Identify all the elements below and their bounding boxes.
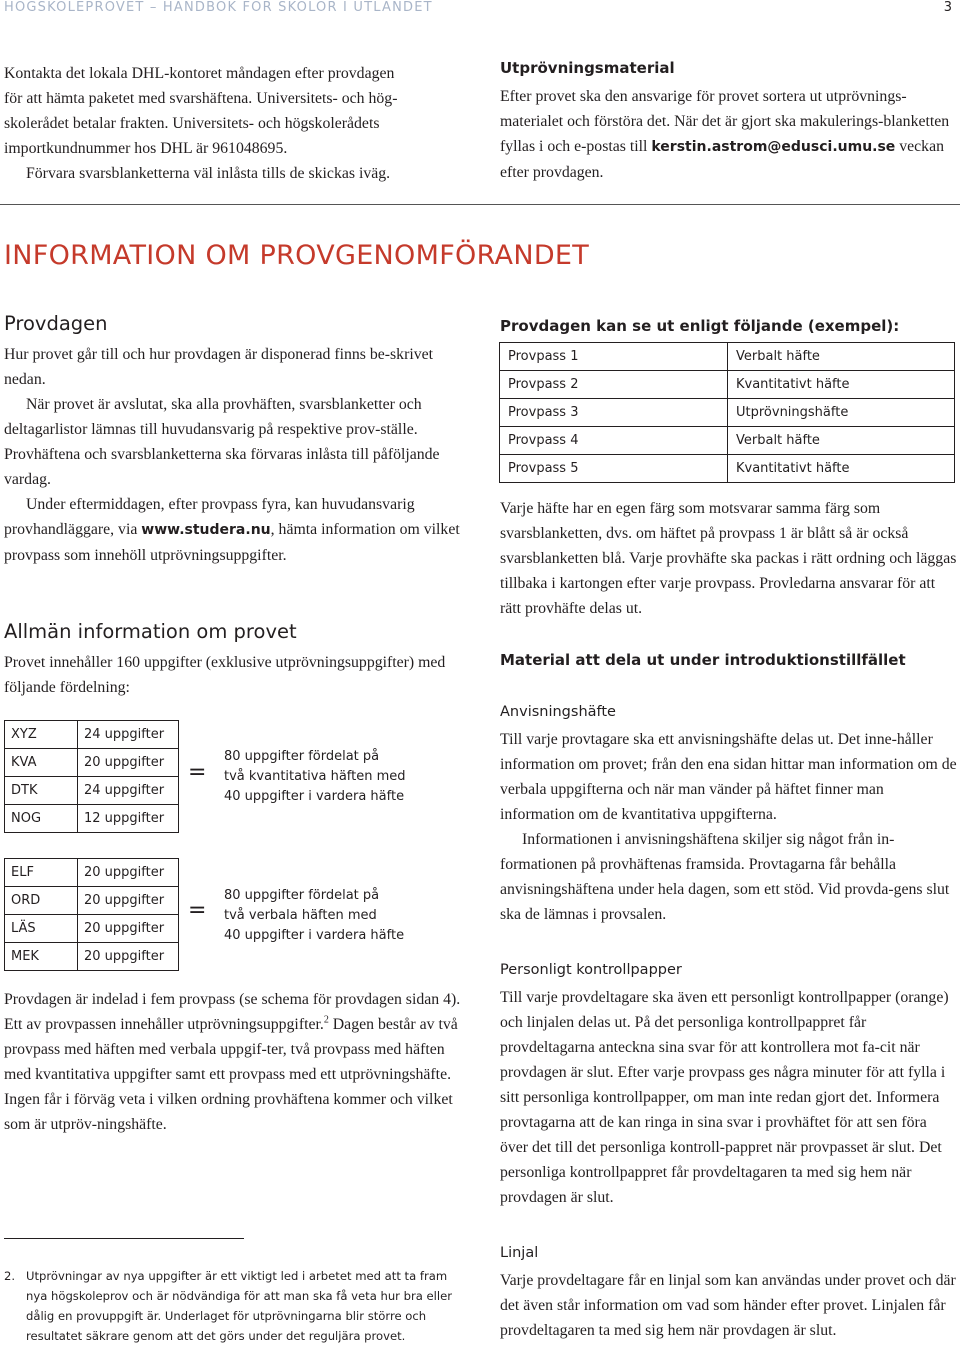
subtest-code: ORD — [5, 887, 78, 915]
contact-email[interactable]: kerstin.astrom@edusci.umu.se — [651, 139, 896, 155]
pass-name: Provpass 5 — [500, 455, 728, 483]
table-row — [5, 887, 179, 915]
distribution-note-verbal — [224, 886, 404, 946]
subtest-code: NOG — [5, 805, 78, 833]
note-line: två verbala häften med — [224, 908, 377, 923]
subtest-count: 12 uppgifter — [78, 805, 179, 833]
linjal-heading: Linjal — [500, 1245, 539, 1261]
utprovning-heading: Utprövningsmaterial — [500, 59, 675, 77]
studera-link[interactable]: www.studera.nu — [141, 522, 271, 538]
allman-intro: Provet innehåller 160 uppgifter (exklusive utprövningsuppgifter) med följande fördelning: — [4, 654, 446, 696]
provdagen-section — [4, 312, 466, 568]
subtest-count: 20 uppgifter — [78, 749, 179, 777]
subtest-code: DTK — [5, 777, 78, 805]
utprovning-tail: veckan efter provdagen. — [500, 138, 944, 181]
intro-line: för att hämta paketet med svarshäftena. Universitets- och hög- — [4, 90, 398, 107]
pass-type: Utprövningshäfte — [728, 399, 955, 427]
provdagen-heading: Provdagen — [4, 312, 108, 335]
allman-section — [4, 620, 466, 700]
equals-sign: = — [188, 898, 207, 923]
pass-name: Provpass 4 — [500, 427, 728, 455]
distribution-table-quantitative — [4, 720, 179, 833]
provpass-text-end: Dagen består av två provpass med häften med verbala uppgif-ter, två provpass med häften med kvantitativa uppgifter samt ett provpass med ett utprövningshäfte. Ingen får i förväg veta i vilken ordning provhäftena kommer och vilket som är utpröv-ningshäfte. — [4, 1016, 458, 1133]
provpass-text — [4, 987, 466, 1137]
note-line: 80 uppgifter fördelat på — [224, 888, 380, 903]
provdagen-paragraph-1: Hur provet går till och hur provdagen är disponerad finns be-skrivet nedan. — [4, 346, 434, 388]
pass-type: Kvantitativt häfte — [728, 371, 955, 399]
table-row — [5, 721, 179, 749]
table-row — [5, 915, 179, 943]
table-row — [500, 455, 955, 483]
table-row — [5, 859, 179, 887]
provpass-paragraph — [4, 987, 466, 1137]
page-number: 3 — [943, 0, 952, 15]
pass-name: Provpass 3 — [500, 399, 728, 427]
table-row — [500, 399, 955, 427]
intro-line: skolerådet betalar frakten. Universitets- och högskolerådets — [4, 115, 380, 132]
equals-sign: = — [188, 760, 207, 785]
utprovning-section — [500, 58, 958, 185]
subtest-count: 20 uppgifter — [78, 859, 179, 887]
kontroll-section — [500, 960, 958, 1210]
provdagen-p3-start: Under eftermiddagen, efter provpass fyra, kan huvudansvarig provhandläggare, via — [4, 496, 415, 538]
pass-name: Provpass 1 — [500, 343, 728, 371]
section-divider — [0, 204, 960, 205]
running-header: HÖGSKOLEPROVET – HANDBOK FÖR SKOLOR I UTLANDET — [4, 0, 433, 15]
kontroll-paragraph: Till varje provdeltagare ska även ett personligt kontrollpapper (orange) och linjalen delas ut. På det personliga kontrollpappret får provdeltagarna anteckna sina svar för att kontrollera mot fa-cit när provdagen är slut. Efter varje provpass ges några minuter för att fylla i sitt personliga kontrollpapper, om man inte redan gjort det. Informera provtagarna att de kan ringa in sina svar i provhäftet för att sen föra över det till det personliga kontroll-pappret när provpasset är slut. Det personliga kontrollpappret får provdeltagaren ta med sig hem när provdagen är slut. — [500, 989, 949, 1206]
utprovning-text — [500, 84, 958, 185]
material-section — [500, 650, 958, 670]
pass-type: Verbalt häfte — [728, 343, 955, 371]
anvisning-paragraph-1: Till varje provtagare ska ett anvisningshäfte delas ut. Det inne-håller information om provet; från den ena sidan hittar man information om de verbala uppgifterna och när man vänder på häftet finner man information om de kvantitativa uppgifterna. — [500, 731, 957, 823]
provdagen-p3-end: , hämta information om vilket provpass som innehöll utprövningsuppgifter. — [4, 521, 460, 564]
table-row — [5, 777, 179, 805]
color-paragraph — [500, 496, 958, 621]
intro-paragraph — [4, 61, 466, 186]
utprovning-body: Efter provet ska den ansvarige för provet sortera ut utprövnings-materialet och förstöra det. När det är gjort ska makulerings-blanketten fyllas i och e-postas till — [500, 88, 950, 155]
subtest-count: 20 uppgifter — [78, 915, 179, 943]
subtest-code: LÄS — [5, 915, 78, 943]
table-row — [5, 805, 179, 833]
distribution-note-quantitative — [224, 747, 406, 807]
provdagen-paragraph-2: När provet är avslutat, ska alla provhäften, svarsblanketter och deltagarlistor lämnas till huvudansvarig på respektive prov-ställe. Provhäftena och svarsblanketterna ska förvaras inlåsta till påföljande vardag. — [4, 396, 440, 488]
footnote-text: Utprövningar av nya uppgifter är ett viktigt led i arbetet med att ta fram nya högskoleprov och är nödvändiga för att man ska få veta hur bra eller dålig en provuppgift är. Underlaget för utprövningarna blir större och resultatet säkrare genom att det görs under det reguljära provet. — [26, 1269, 453, 1343]
note-line: 80 uppgifter fördelat på — [224, 749, 380, 764]
table-row — [500, 427, 955, 455]
table-row — [500, 343, 955, 371]
provdagen-paragraph-3 — [4, 492, 466, 568]
footnote — [4, 1266, 464, 1346]
schedule-section — [500, 316, 958, 342]
subtest-count: 24 uppgifter — [78, 777, 179, 805]
intro-line: importkundnummer hos DHL är 961048695. — [4, 140, 288, 157]
provpass-text-start: Provdagen är indelad i fem provpass (se schema för provdagen sidan 4). Ett av provpassen innehåller utprövningsuppgifter. — [4, 991, 461, 1033]
anvisning-heading: Anvisningshäfte — [500, 704, 616, 720]
distribution-table-verbal — [4, 858, 179, 971]
subtest-count: 24 uppgifter — [78, 721, 179, 749]
subtest-code: XYZ — [5, 721, 78, 749]
section-title: INFORMATION OM PROVGENOMFÖRANDET — [4, 240, 590, 271]
subtest-code: KVA — [5, 749, 78, 777]
footnote-divider — [4, 1238, 244, 1239]
subtest-count: 20 uppgifter — [78, 887, 179, 915]
schedule-paragraph: Varje häfte har en egen färg som motsvarar samma färg som svarsblanketten, dvs. om häftet på provpass 1 är blått så är också svarsblanketten blå. Varje provhäfte ska packas i rätt ordning och läggas tillbaka i kartongen efter varje provpass. Provledarna ansvarar för att rätt provhäfte delas ut. — [500, 500, 957, 617]
table-row — [5, 749, 179, 777]
pass-name: Provpass 2 — [500, 371, 728, 399]
pass-type: Verbalt häfte — [728, 427, 955, 455]
material-heading: Material att dela ut under introduktionstillfället — [500, 651, 906, 669]
schedule-table — [499, 342, 955, 483]
table-row — [5, 943, 179, 971]
schedule-heading: Provdagen kan se ut enligt följande (exempel): — [500, 317, 900, 335]
subtest-code: MEK — [5, 943, 78, 971]
footnote-ref[interactable]: 2 — [323, 1014, 329, 1026]
linjal-paragraph: Varje provdeltagare får en linjal som kan användas under provet och där det även står information om vad som händer efter provet. Linjalen får provdeltagaren ta med sig hem när provdagen är slut. — [500, 1272, 956, 1339]
intro-line: Kontakta det lokala DHL-kontoret måndagen efter provdagen — [4, 65, 395, 82]
table-row — [500, 371, 955, 399]
note-line: 40 uppgifter i vardera häfte — [224, 928, 405, 943]
allman-heading: Allmän information om provet — [4, 620, 297, 643]
footnote-number: 2. — [4, 1269, 16, 1283]
anvisning-section — [500, 702, 958, 927]
anvisning-paragraph-2: Informationen i anvisningshäftena skiljer sig något från in-formationen på provhäftenas framsida. Provtagarna får behålla anvisningshäftena under hela dagen, som ett stöd. Vid provda-gens slut ska de lämnas i provsalen. — [500, 831, 950, 923]
note-line: 40 uppgifter i vardera häfte — [224, 789, 405, 804]
pass-type: Kvantitativt häfte — [728, 455, 955, 483]
note-line: två kvantitativa häften med — [224, 769, 406, 784]
subtest-code: ELF — [5, 859, 78, 887]
subtest-count: 20 uppgifter — [78, 943, 179, 971]
intro-line: Förvara svarsblanketterna väl inlåsta tills de skickas iväg. — [26, 165, 391, 182]
linjal-section — [500, 1243, 958, 1343]
kontroll-heading: Personligt kontrollpapper — [500, 962, 682, 978]
